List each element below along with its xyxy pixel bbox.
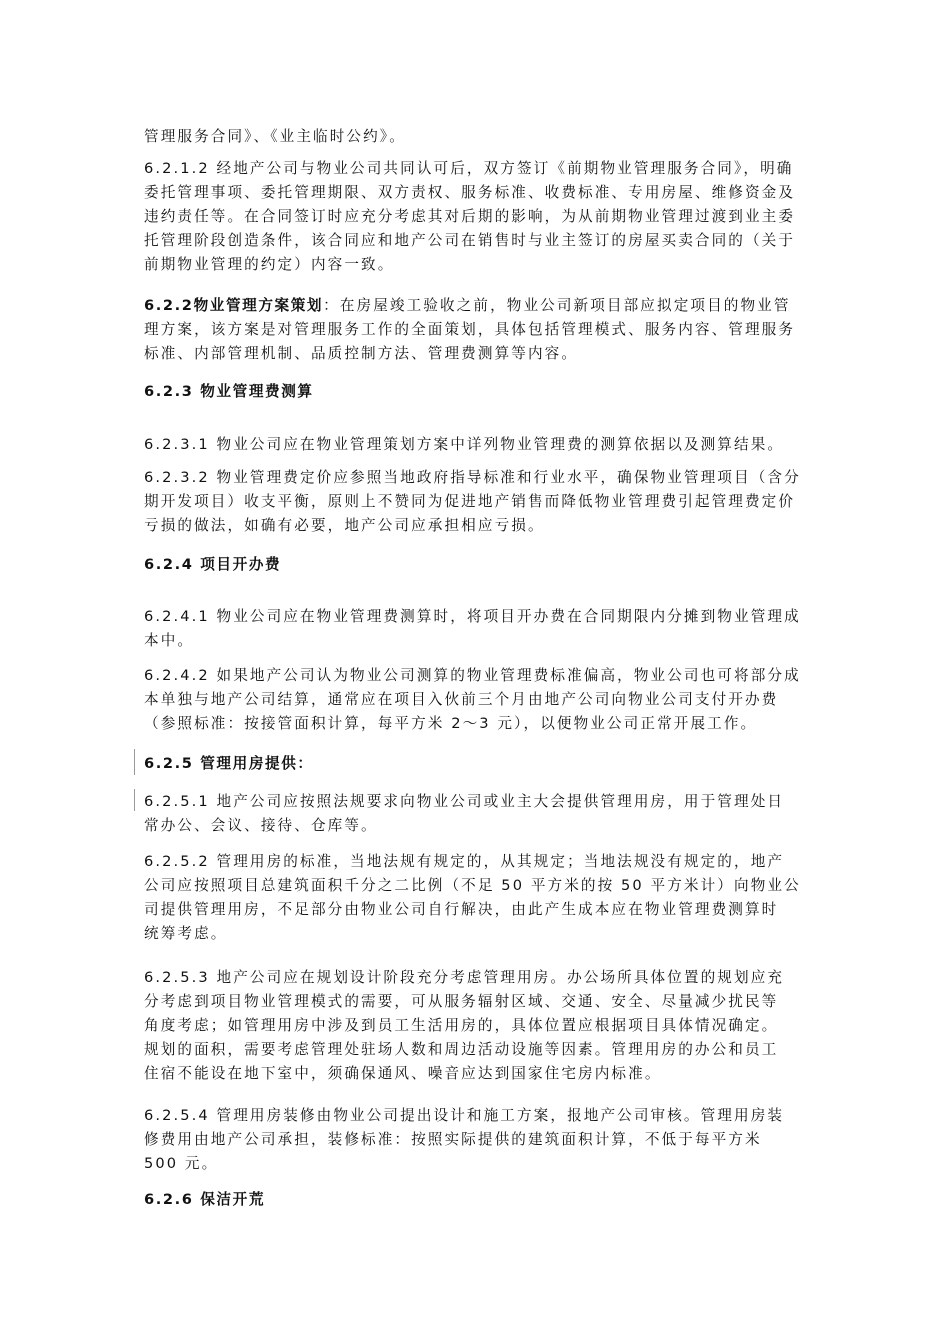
paragraph: [144, 433, 814, 457]
text-line: 常办公、会议、接待、仓库等。: [144, 817, 378, 834]
paragraph: [144, 966, 814, 1086]
text-line: 500 元。: [144, 1155, 219, 1172]
section-heading: 6.2.6 保洁开荒: [144, 1191, 266, 1208]
text-line: 6.2.5.3 地产公司应在规划设计阶段充分考虑管理用房。办公场所具体位置的规划应充: [144, 969, 785, 986]
paragraph: [144, 605, 814, 653]
paragraph: [144, 1104, 814, 1176]
text-line: 规划的面积，需要考虑管理处驻场人数和周边活动设施等因素。管理用房的办公和员工: [144, 1041, 779, 1058]
section-heading: 6.2.3 物业管理费测算: [144, 383, 314, 400]
text-line: 司提供管理用房，不足部分由物业公司自行解决，由此产生成本应在物业管理费测算时: [144, 901, 779, 918]
text-line: 6.2.3.2 物业管理费定价应参照当地政府指导标准和行业水平，确保物业管理项目（含分: [144, 469, 801, 486]
paragraph: [144, 466, 814, 538]
text-line: 本中。: [144, 632, 195, 649]
text-line: 6.2.4.1 物业公司应在物业管理费测算时，将项目开办费在合同期限内分摊到物业管理成: [144, 608, 801, 625]
paragraph: [144, 294, 814, 366]
paragraph: [144, 157, 814, 277]
text-line: 违约责任等。在合同签订时应充分考虑其对后期的影响，为从前期物业管理过渡到业主委: [144, 208, 796, 225]
section-title: 物业管理方案策划: [193, 297, 324, 314]
section-heading: 6.2.5 管理用房提供：: [144, 755, 314, 772]
text-line: 期开发项目）收支平衡，原则上不赞同为促进地产销售而降低物业管理费引起管理费定价: [144, 493, 796, 510]
text-line: 6.2.4.2 如果地产公司认为物业公司测算的物业管理费标准偏高，物业公司也可将部分成: [144, 667, 801, 684]
revision-bar: [134, 789, 135, 811]
text-line: 公司应按照项目总建筑面积千分之二比例（不足 50 平方米的按 50 平方米计）向物业公: [144, 877, 801, 894]
text-run: ：在房屋竣工验收之前，物业公司新项目部应拟定项目的物业管: [323, 297, 791, 314]
text-line: 6.2.5.2 管理用房的标准，当地法规有规定的，从其规定；当地法规没有规定的，地产: [144, 853, 785, 870]
text-line: 6.2.1.2 经地产公司与物业公司共同认可后，双方签订《前期物业管理服务合同》，明确: [144, 160, 794, 177]
text-line: 标准、内部管理机制、品质控制方法、管理费测算等内容。: [144, 345, 579, 362]
text-line: 托管理阶段创造条件，该合同应和地产公司在销售时与业主签订的房屋买卖合同的（关于: [144, 232, 796, 249]
text-line: 统筹考虑。: [144, 925, 228, 942]
text-line: 管理服务合同》、《业主临时公约》。: [144, 128, 406, 145]
text-line: 6.2.5.4 管理用房装修由物业公司提出设计和施工方案，报地产公司审核。管理用房装: [144, 1107, 785, 1124]
paragraph: [144, 850, 814, 946]
text-line: 6.2.5.1 地产公司应按照法规要求向物业公司或业主大会提供管理用房，用于管理处日: [144, 793, 785, 810]
section-heading: 6.2.4 项目开办费: [144, 556, 282, 573]
text-line: 分考虑到项目物业管理模式的需要，可从服务辐射区域、交通、安全、尽量减少扰民等: [144, 993, 779, 1010]
text-line: 委托管理事项、委托管理期限、双方责权、服务标准、收费标准、专用房屋、维修资金及: [144, 184, 796, 201]
paragraph: [144, 664, 814, 736]
text-line: 住宿不能设在地下室中，须确保通风、噪音应达到国家住宅房内标准。: [144, 1065, 662, 1082]
revision-bar: [134, 749, 135, 775]
text-line: 前期物业管理的约定）内容一致。: [144, 256, 395, 273]
text-line: （参照标准：按接管面积计算，每平方米 2～3 元），以便物业公司正常开展工作。: [144, 715, 758, 732]
paragraph: [144, 790, 814, 838]
text-line: 本单独与地产公司结算，通常应在项目入伙前三个月由地产公司向物业公司支付开办费: [144, 691, 779, 708]
text-line: 角度考虑；如管理用房中涉及到员工生活用房的，具体位置应根据项目具体情况确定。: [144, 1017, 779, 1034]
paragraph: [144, 125, 814, 149]
text-line: 亏损的做法，如确有必要，地产公司应承担相应亏损。: [144, 517, 545, 534]
section-number: 6.2.2: [144, 297, 194, 314]
text-line: 修费用由地产公司承担，装修标准：按照实际提供的建筑面积计算，不低于每平方米: [144, 1131, 762, 1148]
text-line: 理方案，该方案是对管理服务工作的全面策划，具体包括管理模式、服务内容、管理服务: [144, 321, 796, 338]
text-line: 6.2.3.1 物业公司应在物业管理策划方案中详列物业管理费的测算依据以及测算结果。: [144, 436, 785, 453]
text-line: [144, 294, 814, 318]
